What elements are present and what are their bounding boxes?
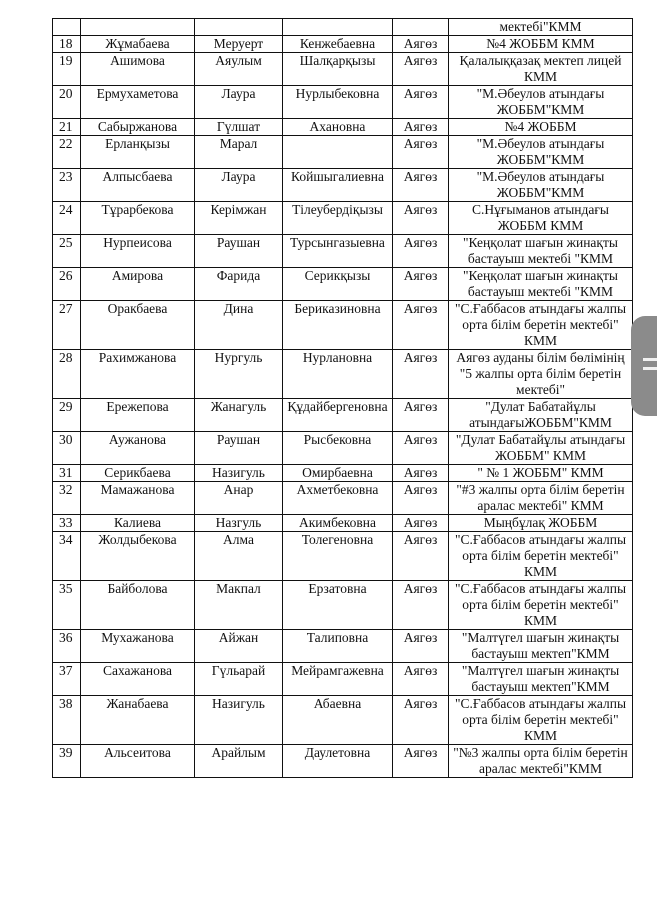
table-row	[53, 301, 633, 350]
surname-cell: Сахажанова	[81, 663, 195, 696]
city-cell: Аягөз	[393, 268, 449, 301]
school-cell: №4 ЖОББМ КММ	[449, 36, 633, 53]
row-number-cell: 28	[53, 350, 81, 399]
table-row	[53, 399, 633, 432]
patronymic-cell: Бериказиновна	[283, 301, 393, 350]
first-name-cell: Айжан	[195, 630, 283, 663]
school-cell: "Малтүгел шағын жинақты бастауыш мектеп"КММ	[449, 663, 633, 696]
city-cell: Аягөз	[393, 399, 449, 432]
patronymic-cell: Омирбаевна	[283, 465, 393, 482]
patronymic-cell: Шалқарқызы	[283, 53, 393, 86]
row-number-cell: 31	[53, 465, 81, 482]
city-cell: Аягөз	[393, 169, 449, 202]
row-number-cell: 32	[53, 482, 81, 515]
first-name-cell	[195, 19, 283, 36]
first-name-cell: Дина	[195, 301, 283, 350]
row-number-cell: 36	[53, 630, 81, 663]
patronymic-cell: Нурлыбековна	[283, 86, 393, 119]
table-row	[53, 53, 633, 86]
surname-cell: Ережепова	[81, 399, 195, 432]
city-cell: Аягөз	[393, 745, 449, 778]
surname-cell: Ермухаметова	[81, 86, 195, 119]
patronymic-cell	[283, 136, 393, 169]
first-name-cell: Гүлшат	[195, 119, 283, 136]
city-cell: Аягөз	[393, 350, 449, 399]
first-name-cell: Назгуль	[195, 515, 283, 532]
surname-cell: Аужанова	[81, 432, 195, 465]
school-cell: мектебі"КММ	[449, 19, 633, 36]
patronymic-cell: Талиповна	[283, 630, 393, 663]
school-cell: "№3 жалпы орта білім беретін аралас мектебі"КММ	[449, 745, 633, 778]
city-cell: Аягөз	[393, 482, 449, 515]
school-cell: " № 1 ЖОББМ" КММ	[449, 465, 633, 482]
row-number-cell: 27	[53, 301, 81, 350]
surname-cell: Нурпеисова	[81, 235, 195, 268]
row-number-cell: 37	[53, 663, 81, 696]
city-cell: Аягөз	[393, 36, 449, 53]
school-cell: "М.Әбеулов атындағы ЖОББМ"КММ	[449, 86, 633, 119]
school-cell: С.Нұғыманов атындағы ЖОББМ КММ	[449, 202, 633, 235]
first-name-cell: Керімжан	[195, 202, 283, 235]
city-cell: Аягөз	[393, 663, 449, 696]
school-cell: Аягөз ауданы білім бөлімінің "5 жалпы орта білім беретін мектебі"	[449, 350, 633, 399]
table-row	[53, 696, 633, 745]
patronymic-cell: Абаевна	[283, 696, 393, 745]
school-cell: "Кеңқолат шағын жинақты бастауыш мектебі "КММ	[449, 235, 633, 268]
table-row	[53, 515, 633, 532]
city-cell: Аягөз	[393, 53, 449, 86]
first-name-cell: Меруерт	[195, 36, 283, 53]
city-cell: Аягөз	[393, 696, 449, 745]
table-row	[53, 235, 633, 268]
table-row	[53, 136, 633, 169]
city-cell: Аягөз	[393, 532, 449, 581]
row-number-cell: 22	[53, 136, 81, 169]
table-row	[53, 268, 633, 301]
surname-cell: Серикбаева	[81, 465, 195, 482]
first-name-cell: Арайлым	[195, 745, 283, 778]
patronymic-cell: Тілеубердіқызы	[283, 202, 393, 235]
table-row	[53, 350, 633, 399]
surname-cell: Мамажанова	[81, 482, 195, 515]
side-panel-tab[interactable]	[631, 316, 657, 416]
patronymic-cell: Рысбековна	[283, 432, 393, 465]
table-row	[53, 581, 633, 630]
city-cell: Аягөз	[393, 630, 449, 663]
surname-cell: Амирова	[81, 268, 195, 301]
city-cell: Аягөз	[393, 86, 449, 119]
first-name-cell: Назигуль	[195, 465, 283, 482]
patronymic-cell: Акимбековна	[283, 515, 393, 532]
surname-cell	[81, 19, 195, 36]
first-name-cell: Гүльарай	[195, 663, 283, 696]
surname-cell: Жұмабаева	[81, 36, 195, 53]
first-name-cell: Алма	[195, 532, 283, 581]
first-name-cell: Анар	[195, 482, 283, 515]
table-row	[53, 86, 633, 119]
row-number-cell	[53, 19, 81, 36]
row-number-cell: 18	[53, 36, 81, 53]
patronymic-cell: Ахановна	[283, 119, 393, 136]
school-cell: "С.Ғаббасов атындағы жалпы орта білім беретін мектебі" КММ	[449, 696, 633, 745]
city-cell: Аягөз	[393, 136, 449, 169]
city-cell: Аягөз	[393, 301, 449, 350]
school-cell: "С.Ғаббасов атындағы жалпы орта білім беретін мектебі" КММ	[449, 581, 633, 630]
school-cell: Қалалыққазақ мектеп лицей КММ	[449, 53, 633, 86]
patronymic-cell: Ерзатовна	[283, 581, 393, 630]
school-cell: №4 ЖОББМ	[449, 119, 633, 136]
surname-cell: Байболова	[81, 581, 195, 630]
school-cell: Мыңбұлақ ЖОББМ	[449, 515, 633, 532]
patronymic-cell: Даулетовна	[283, 745, 393, 778]
row-number-cell: 38	[53, 696, 81, 745]
table-row	[53, 202, 633, 235]
first-name-cell: Аяулым	[195, 53, 283, 86]
city-cell: Аягөз	[393, 119, 449, 136]
first-name-cell: Нургуль	[195, 350, 283, 399]
school-cell: "М.Әбеулов атындағы ЖОББМ"КММ	[449, 136, 633, 169]
row-number-cell: 25	[53, 235, 81, 268]
row-number-cell: 35	[53, 581, 81, 630]
row-number-cell: 23	[53, 169, 81, 202]
school-cell: "Дулат Бабатайұлы атындағы ЖОББМ" КММ	[449, 432, 633, 465]
table-row	[53, 482, 633, 515]
row-number-cell: 30	[53, 432, 81, 465]
surname-cell: Мухажанова	[81, 630, 195, 663]
school-cell: "Кеңқолат шағын жинақты бастауыш мектебі "КММ	[449, 268, 633, 301]
city-cell: Аягөз	[393, 432, 449, 465]
patronymic-cell: Құдайбергеновна	[283, 399, 393, 432]
patronymic-cell	[283, 19, 393, 36]
city-cell: Аягөз	[393, 465, 449, 482]
row-number-cell: 20	[53, 86, 81, 119]
school-cell: "С.Ғаббасов атындағы жалпы орта білім беретін мектебі" КММ	[449, 301, 633, 350]
patronymic-cell: Кенжебаевна	[283, 36, 393, 53]
patronymic-cell: Серикқызы	[283, 268, 393, 301]
first-name-cell: Жанагуль	[195, 399, 283, 432]
table-row	[53, 465, 633, 482]
patronymic-cell: Мейрамгажевна	[283, 663, 393, 696]
row-number-cell: 29	[53, 399, 81, 432]
surname-cell: Алпысбаева	[81, 169, 195, 202]
first-name-cell: Лаура	[195, 169, 283, 202]
city-cell: Аягөз	[393, 581, 449, 630]
surname-cell: Жанабаева	[81, 696, 195, 745]
table-row	[53, 663, 633, 696]
menu-lines-icon	[643, 358, 657, 361]
surname-cell: Калиева	[81, 515, 195, 532]
row-number-cell: 39	[53, 745, 81, 778]
table-row	[53, 19, 633, 36]
row-number-cell: 24	[53, 202, 81, 235]
surname-cell: Рахимжанова	[81, 350, 195, 399]
school-cell: "Малтүгел шағын жинақты бастауыш мектеп"КММ	[449, 630, 633, 663]
table-row	[53, 169, 633, 202]
patronymic-cell: Толегеновна	[283, 532, 393, 581]
first-name-cell: Раушан	[195, 432, 283, 465]
surname-cell: Жолдыбекова	[81, 532, 195, 581]
table-row	[53, 745, 633, 778]
first-name-cell: Фарида	[195, 268, 283, 301]
city-cell: Аягөз	[393, 235, 449, 268]
school-cell: "М.Әбеулов атындағы ЖОББМ"КММ	[449, 169, 633, 202]
table-row	[53, 630, 633, 663]
first-name-cell: Назигуль	[195, 696, 283, 745]
city-cell: Аягөз	[393, 202, 449, 235]
row-number-cell: 21	[53, 119, 81, 136]
table-row	[53, 532, 633, 581]
first-name-cell: Лаура	[195, 86, 283, 119]
surname-cell: Ашимова	[81, 53, 195, 86]
surname-cell: Тұрарбекова	[81, 202, 195, 235]
row-number-cell: 34	[53, 532, 81, 581]
surname-cell: Ерланқызы	[81, 136, 195, 169]
city-cell	[393, 19, 449, 36]
surname-cell: Оракбаева	[81, 301, 195, 350]
menu-lines-icon	[643, 367, 657, 370]
patronymic-cell: Ахметбековна	[283, 482, 393, 515]
first-name-cell: Раушан	[195, 235, 283, 268]
participants-table	[52, 18, 633, 778]
table-row	[53, 119, 633, 136]
city-cell: Аягөз	[393, 515, 449, 532]
surname-cell: Сабыржанова	[81, 119, 195, 136]
row-number-cell: 19	[53, 53, 81, 86]
first-name-cell: Марал	[195, 136, 283, 169]
row-number-cell: 33	[53, 515, 81, 532]
first-name-cell: Макпал	[195, 581, 283, 630]
row-number-cell: 26	[53, 268, 81, 301]
patronymic-cell: Турсынгазыевна	[283, 235, 393, 268]
patronymic-cell: Койшыгалиевна	[283, 169, 393, 202]
school-cell: "Дулат Бабатайұлы атындағыЖОББМ"КММ	[449, 399, 633, 432]
surname-cell: Альсеитова	[81, 745, 195, 778]
table-row	[53, 36, 633, 53]
table-row	[53, 432, 633, 465]
school-cell: "С.Ғаббасов атындағы жалпы орта білім беретін мектебі" КММ	[449, 532, 633, 581]
patronymic-cell: Нурлановна	[283, 350, 393, 399]
school-cell: "#3 жалпы орта білім беретін аралас мектебі" КММ	[449, 482, 633, 515]
